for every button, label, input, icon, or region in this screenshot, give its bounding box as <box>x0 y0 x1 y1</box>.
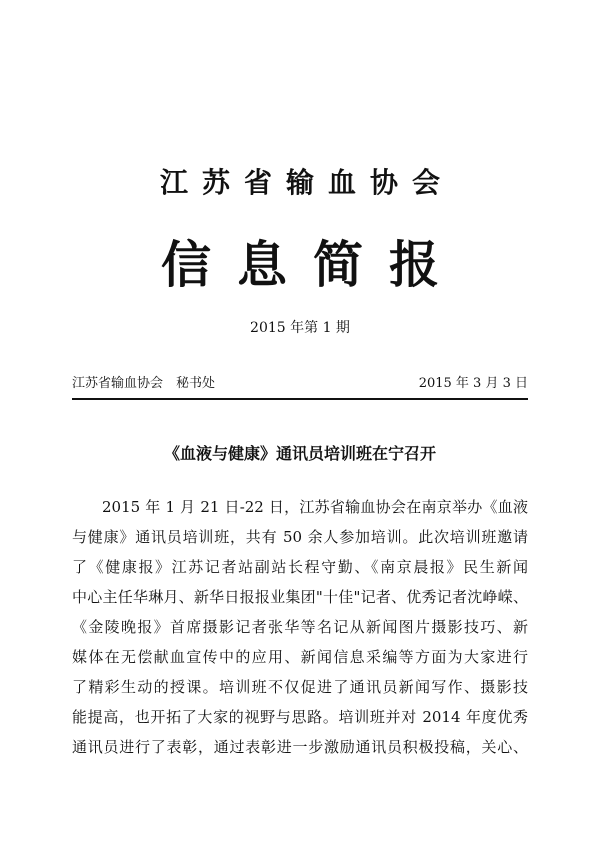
article-line: 《金陵晚报》首席摄影记者张华等名记从新闻图片摄影技巧、新 <box>72 618 528 636</box>
issue-date: 2015 年 3 月 3 日 <box>418 376 528 391</box>
article-line: 媒体在无偿献血宣传中的应用、新闻信息采编等方面为大家进行 <box>72 648 528 666</box>
article-line: 了《健康报》江苏记者站副站长程守勤、《南京晨报》民生新闻 <box>72 558 528 576</box>
article-line: 通讯员进行了表彰，通过表彰进一步激励通讯员积极投稿，关心、 <box>72 738 528 756</box>
article-line: 了精彩生动的授课。培训班不仅促进了通讯员新闻写作、摄影技 <box>72 678 528 696</box>
article-body <box>72 492 528 762</box>
organization-name: 江苏省输血协会 <box>159 166 454 199</box>
article-line: 中心主任华琳月、新华日报报业集团"十佳"记者、优秀记者沈峥嵘、 <box>72 588 528 606</box>
article-line: 2015 年 1 月 21 日-22 日，江苏省输血协会在南京举办《血液 <box>102 498 528 516</box>
issuer-name: 江苏省输血协会 秘书处 <box>72 376 216 391</box>
article-title: 《血液与健康》通讯员培训班在宁召开 <box>163 444 436 463</box>
article-line: 与健康》通讯员培训班，共有 50 余人参加培训。此次培训班邀请 <box>72 528 528 546</box>
issue-number: 2015 年第 1 期 <box>250 320 350 336</box>
article-line: 能提高，也开拓了大家的视野与思路。培训班并对 2014 年度优秀 <box>72 708 528 726</box>
bulletin-title: 信息简报 <box>161 235 465 294</box>
header-divider <box>72 398 528 400</box>
issuer-bar <box>72 374 528 394</box>
